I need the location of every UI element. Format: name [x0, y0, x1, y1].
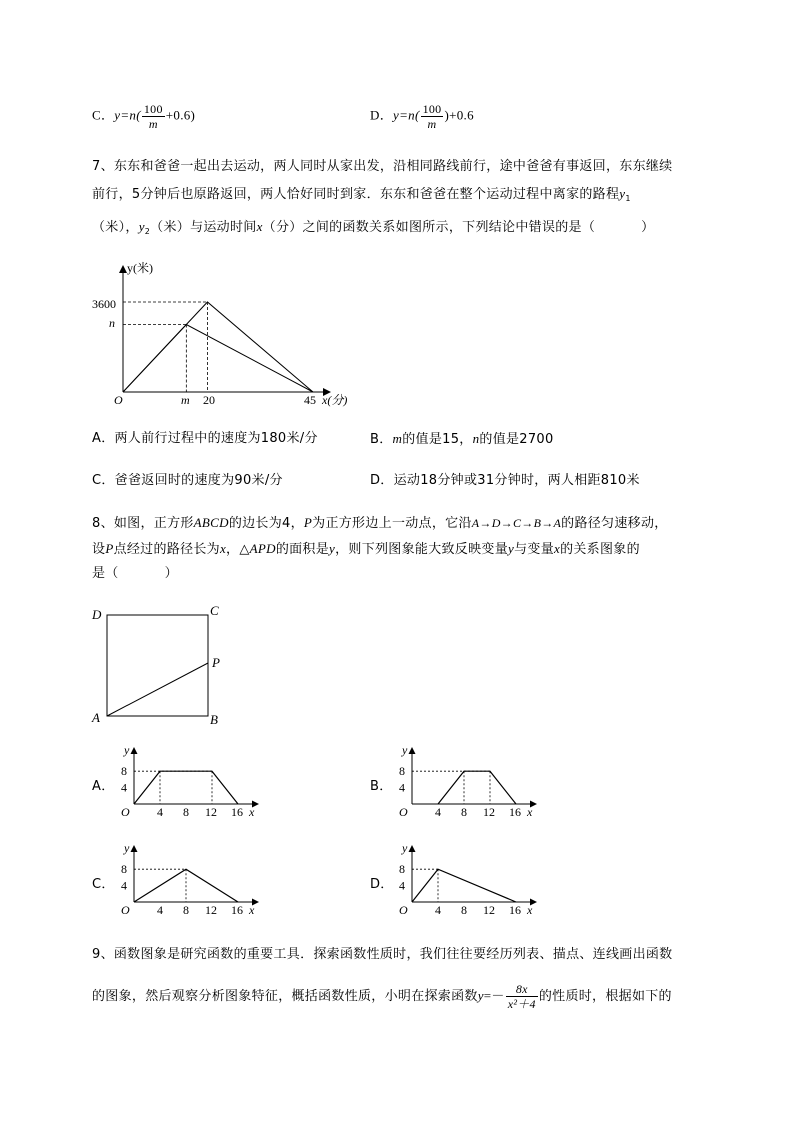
q8-d-series-line	[412, 869, 516, 902]
q9-func-fraction	[506, 982, 538, 1011]
q8-y-2: y	[508, 541, 515, 556]
q8-vertex-b: B	[210, 712, 218, 727]
q8-line-2-e: ，则下列图象能大致反映变量	[335, 542, 509, 557]
q7-option-b-label: B．	[370, 432, 393, 447]
q7-option-b-m: m	[392, 431, 403, 446]
q8-b-x-tick-12: 12	[483, 805, 495, 819]
q8-apd: APD	[249, 541, 276, 556]
q8-option-a-graph	[112, 744, 272, 824]
q8-line-2-g: 的关系图象的	[560, 542, 640, 557]
q8-a-x-label: x	[249, 805, 255, 819]
q8-line-1	[92, 514, 668, 533]
q6-option-c-left: y=n(	[114, 107, 141, 123]
q7-line-3	[92, 218, 654, 241]
q8-c-x-tick-4: 4	[157, 903, 163, 917]
q7-line-3-c: （分）之间的函数关系如图所示，下列结论中错误的是（	[262, 220, 596, 235]
q8-d-y-tick-4: 4	[399, 878, 405, 893]
q7-option-a: A．两人前行过程中的速度为180米/分	[92, 431, 318, 446]
q8-line-1-b: 的边长为4，	[228, 516, 304, 531]
q8-d-x-tick-4: 4	[435, 903, 441, 917]
q8-b-y-tick-4: 4	[399, 780, 405, 795]
q8-vertex-d: D	[92, 607, 102, 622]
q8-option-d-graph	[390, 842, 550, 922]
q6-c-numerator: 100	[143, 102, 163, 116]
q8-option-b-label: B．	[370, 779, 393, 794]
q7-option-c: C．爸爸返回时的速度为90米/分	[92, 473, 283, 488]
q8-line-2-a: 设	[92, 542, 106, 557]
q6-option-d-label: D．	[370, 107, 393, 123]
q8-d-y-tick-8: 8	[399, 862, 405, 877]
q6-option-c-label: C．	[92, 107, 115, 123]
q9-line-2-b: 的性质时，根据如下的	[538, 989, 672, 1004]
q8-d-x-label: x	[527, 903, 533, 917]
q8-line-3-a: 是（	[92, 566, 119, 581]
q9-line-1: 9、函数图象是研究函数的重要工具．探索函数性质时，我们往往要经历列表、描点、连线画出函数	[92, 947, 673, 962]
q8-vertex-p: P	[212, 655, 220, 670]
q8-line-2-f: 与变量	[514, 542, 554, 557]
q7-line-2-text: 前行，5分钟后也原路返回，两人恰好同时到家．东东和爸爸在整个运动过程中离家的路程	[92, 187, 620, 202]
q7-y-tick-3600: 3600	[92, 297, 116, 311]
q8-c-origin: O	[121, 903, 130, 917]
q7-line-3-b: （米）与运动时间	[150, 220, 257, 235]
q8-option-d-label: D．	[370, 877, 394, 892]
q8-d-x-tick-12: 12	[483, 903, 495, 917]
q9-func-y: y	[477, 988, 484, 1003]
q7-y2-sub: 2	[144, 227, 151, 236]
q8-square-figure	[88, 602, 238, 728]
q7-line-1: 7、东东和爸爸一起出去运动，两人同时从家出发，沿相同路线前行，途中爸爸有事返回，东东继续	[92, 159, 673, 174]
q8-line-2-b: 点经过的路径长为	[113, 542, 220, 557]
q8-a-y-tick-8: 8	[121, 764, 127, 779]
q8-c-x-label: x	[249, 903, 255, 917]
q7-series-line-2	[123, 325, 313, 393]
q8-line-2	[92, 540, 640, 559]
q8-d-origin: O	[399, 903, 408, 917]
q8-a-y-tick-4: 4	[121, 780, 127, 795]
q9-line-2-a: 的图象，然后观察分析图象特征，概括函数性质，小明在探索函数	[92, 989, 478, 1004]
q7-x-var: x	[256, 219, 263, 234]
q8-b-y-tick-8: 8	[399, 764, 405, 779]
q6-option-c-right: +0.6)	[165, 107, 196, 123]
q9-func-numerator: 8x	[506, 982, 538, 997]
q8-line-3	[92, 565, 178, 583]
q8-line-1-c: 为正方形边上一动点，它沿	[312, 516, 472, 531]
q7-y2-var: y	[138, 219, 145, 234]
q8-y-1: y	[329, 541, 336, 556]
q8-a-series-line	[134, 771, 238, 804]
q6-option-d	[370, 102, 474, 131]
q8-a-y-label: y	[124, 744, 130, 757]
q7-y-axis-label: y(米)	[127, 261, 153, 275]
q8-b-x-tick-16: 16	[509, 805, 521, 819]
q8-x-1: x	[219, 541, 227, 556]
q7-option-b	[370, 430, 554, 449]
q7-option-b-n: n	[472, 431, 480, 446]
q9-func-denominator: x²＋4	[507, 997, 536, 1011]
q8-c-x-tick-8: 8	[183, 903, 189, 917]
q8-d-x-tick-16: 16	[509, 903, 521, 917]
q8-square	[107, 615, 208, 716]
q8-a-x-tick-4: 4	[157, 805, 163, 819]
q6-d-numerator: 100	[422, 102, 442, 116]
q6-option-c-fraction	[142, 102, 165, 131]
q8-c-y-tick-4: 4	[121, 878, 127, 893]
q6-option-c	[92, 102, 195, 131]
q8-p-2: P	[105, 541, 114, 556]
q7-origin: O	[114, 393, 123, 407]
q8-a-x-tick-12: 12	[205, 805, 217, 819]
q8-vertex-a: A	[92, 710, 100, 725]
q8-option-c-label: C．	[92, 877, 115, 892]
q7-line-3-d: ）	[641, 220, 655, 235]
q8-abcd: ABCD	[193, 515, 229, 530]
q7-x-axis-label: x(分)	[322, 393, 348, 407]
q7-y1-var: y	[619, 186, 626, 201]
q6-d-denominator: m	[427, 117, 437, 131]
q7-y-tick-n: n	[109, 316, 115, 330]
q8-x-2: x	[554, 541, 561, 556]
q8-line-2-c: ，△	[226, 542, 250, 557]
q8-b-x-tick-4: 4	[435, 805, 441, 819]
q8-d-y-label: y	[402, 842, 408, 855]
q9-func-eq: =－	[483, 988, 505, 1003]
q8-a-origin: O	[121, 805, 130, 819]
q6-c-denominator: m	[148, 117, 158, 131]
q7-option-b-end: 的值是2700	[479, 432, 554, 447]
q8-b-x-label: x	[527, 805, 533, 819]
q6-option-d-fraction	[421, 102, 444, 131]
q8-b-y-label: y	[402, 744, 408, 757]
q8-c-y-tick-8: 8	[121, 862, 127, 877]
q8-p-1: P	[303, 515, 313, 530]
q8-line-2-d: 的面积是	[275, 542, 330, 557]
q8-segment-ap	[107, 663, 208, 716]
q8-c-x-tick-12: 12	[205, 903, 217, 917]
q7-line-2	[92, 185, 631, 208]
q8-path: A→D→C→B→A	[471, 516, 562, 530]
q7-x-tick-20: 20	[203, 393, 215, 407]
q7-line-3-a: （米），	[92, 220, 139, 235]
q8-b-series-line	[438, 771, 516, 804]
q8-option-b-graph	[390, 744, 550, 824]
q8-vertex-c: C	[210, 603, 219, 618]
q8-line-1-a: 8、如图，正方形	[92, 516, 194, 531]
q8-d-x-tick-8: 8	[461, 903, 467, 917]
q8-a-x-tick-8: 8	[183, 805, 189, 819]
q8-b-origin: O	[399, 805, 408, 819]
q8-option-c-graph	[112, 842, 272, 922]
q8-c-y-label: y	[124, 842, 130, 855]
q8-option-a-label: A．	[92, 779, 115, 794]
q7-option-d: D．运动18分钟或31分钟时，两人相距810米	[370, 473, 640, 488]
q8-b-x-tick-8: 8	[461, 805, 467, 819]
q7-option-b-mid: 的值是15，	[402, 432, 473, 447]
q8-c-x-tick-16: 16	[231, 903, 243, 917]
q7-series-line-1	[123, 302, 313, 392]
q8-line-1-d: 的路径匀速移动，	[561, 516, 668, 531]
q6-option-d-left: y=n(	[393, 107, 420, 123]
q8-line-3-b: ）	[164, 566, 178, 581]
q8-a-x-tick-16: 16	[231, 805, 243, 819]
q7-distance-time-graph	[90, 258, 370, 412]
q6-option-d-right: )+0.6	[444, 107, 474, 123]
q7-x-tick-45: 45	[304, 393, 316, 407]
q7-x-tick-m: m	[181, 393, 190, 407]
q7-y1-sub: 1	[625, 194, 631, 203]
q9-line-2	[92, 982, 672, 1011]
